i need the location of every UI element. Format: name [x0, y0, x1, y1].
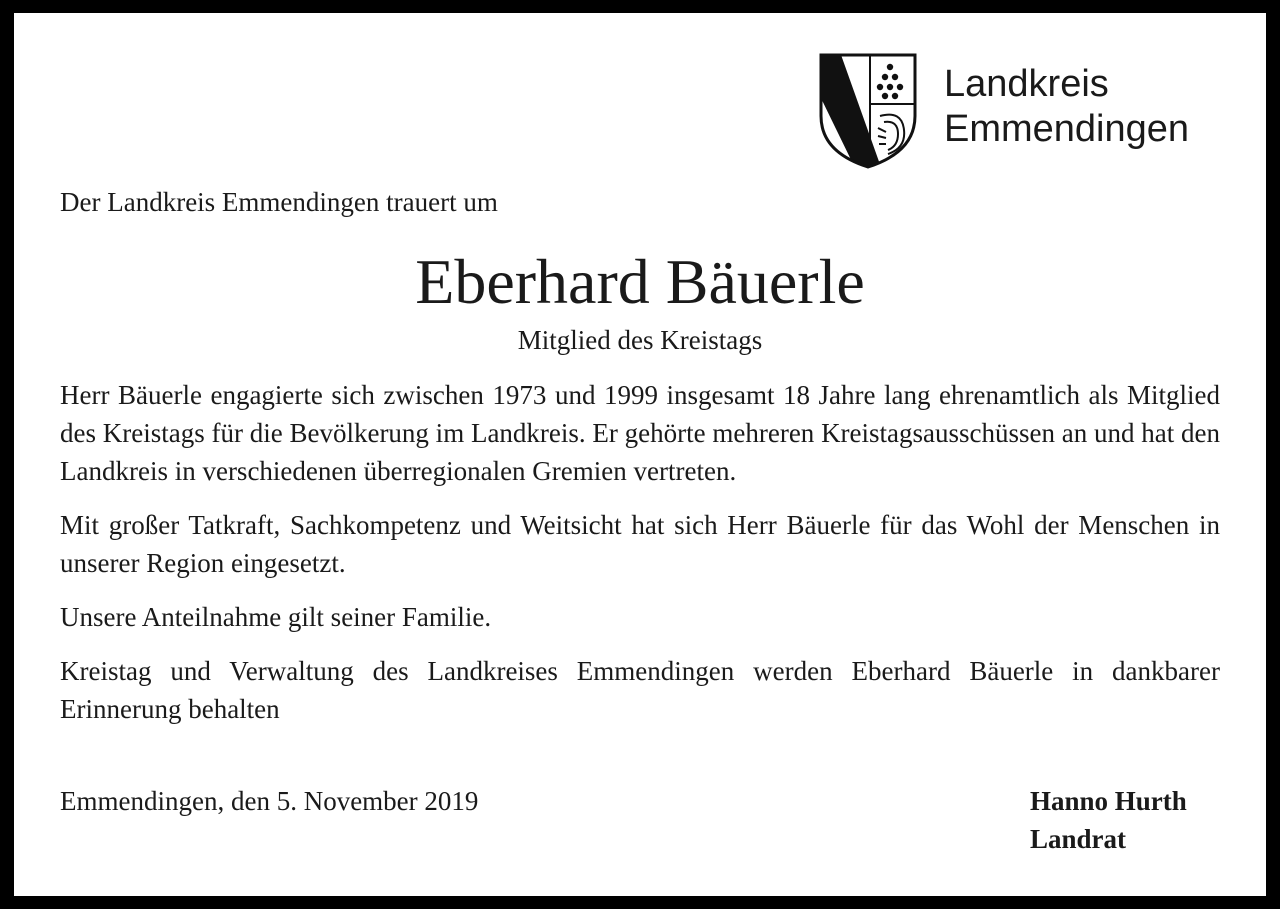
paragraph: Unsere Anteilnahme gilt seiner Familie.	[60, 602, 492, 632]
signature-block	[1030, 782, 1187, 858]
landkreis-logo	[818, 52, 1222, 172]
deceased-role: Mitglied des Kreistags	[517, 325, 763, 355]
logo-wordmark	[944, 62, 1189, 152]
paragraph: Mit großer Tatkraft, Sachkompetenz und Weitsicht hat sich Herr Bäuerle für das Wohl der Menschen in unserer Region eingesetzt.	[60, 510, 1220, 578]
signer-title: Landrat	[1030, 824, 1127, 854]
coat-of-arms-icon	[818, 52, 918, 170]
paragraph: Herr Bäuerle engagierte sich zwischen 1973 und 1999 insgesamt 18 Jahre lang ehrenamtlich als Mitglied des Kreistags für die Bevölkerung im Landkreis. Er gehörte mehreren Kreistagsausschüssen an und hat den Landkreis in verschiedenen überregionalen Gremien vertreten.	[60, 380, 1220, 486]
place-date: Emmendingen, den 5. November 2019	[60, 786, 479, 816]
logo-line-2: Emmendingen	[944, 108, 1190, 150]
paragraph: Kreistag und Verwaltung des Landkreises Emmendingen werden Eberhard Bäuerle in dankbarer Erinnerung behalten	[60, 656, 1220, 724]
intro-line: Der Landkreis Emmendingen trauert um	[60, 187, 498, 217]
logo-line-1: Landkreis	[944, 63, 1109, 105]
signer-name: Hanno Hurth	[1030, 786, 1187, 816]
deceased-name: Eberhard Bäuerle	[415, 246, 865, 317]
notice-body	[60, 376, 1220, 728]
